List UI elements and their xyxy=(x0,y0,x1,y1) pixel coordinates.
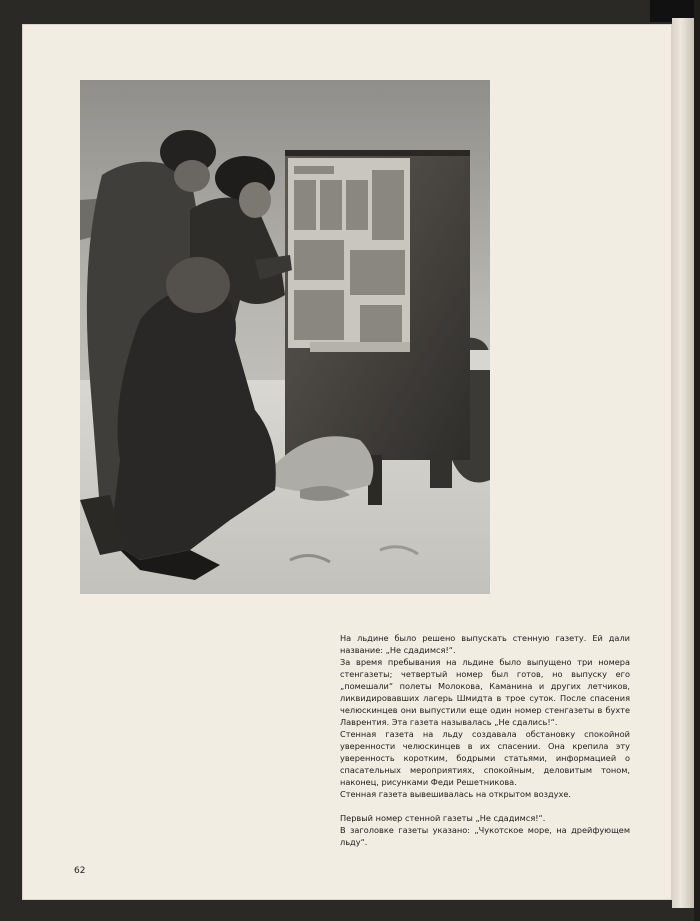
binding-strip xyxy=(694,0,700,921)
photograph-wall-newspaper xyxy=(80,80,490,594)
caption-paragraph: На льдине было решено выпускать стенную газету. Ей дали название: „Не сдадимся!“. xyxy=(340,633,630,655)
caption-text xyxy=(340,632,630,848)
page-stack-edge xyxy=(672,18,694,908)
photo-illustration xyxy=(80,80,490,594)
photo-caption-line: Первый номер стенной газеты „Не сдадимся!“. xyxy=(340,813,546,823)
page-number: 62 xyxy=(74,866,86,876)
caption-paragraph: Стенная газета на льду создавала обстановку спокойной уверенности челюскинцев в их спасении. Она крепила эту уверенность коротким, бодрыми статьями, информацией о спасательных мероприятиях, спокойным, деловитым тоном, наконец, рисунками Феди Решетникова. xyxy=(340,729,630,787)
caption-paragraph: За время пребывания на льдине было выпущено три номера стенгазеты; четвертый номер был готов, но выпуску его „помешали“ полеты Молокова, Каманина и других летчиков, ликвидировавших лагерь Шмидта в трое суток. После спасения челюскинцев они выпустили еще один номер стенгазеты в бухте Лаврентия. Эта газета называлась „Не сдались!“. xyxy=(340,657,630,727)
paragraph-gap xyxy=(340,800,630,812)
caption-paragraph: Стенная газета вывешивалась на открытом воздухе. xyxy=(340,789,571,799)
photo-caption-line: В заголовке газеты указано: „Чукотское море, на дрейфующем льду“. xyxy=(340,825,630,847)
